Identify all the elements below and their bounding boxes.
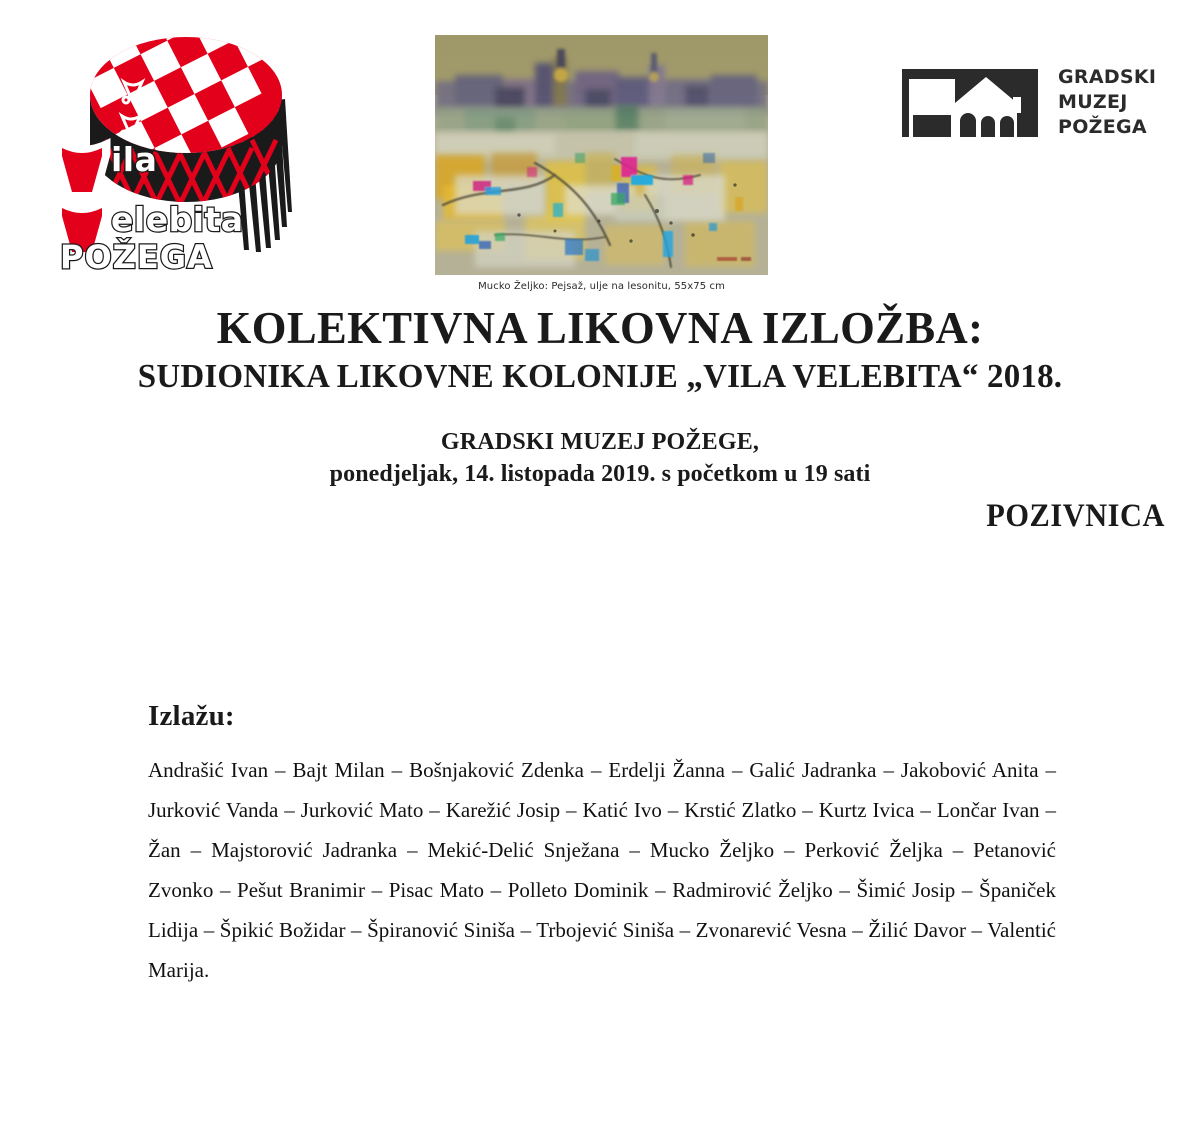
exhibitors-section [148, 700, 1056, 1030]
museum-wordmark-line2: MUZEJ [1058, 91, 1128, 114]
museum-wordmark [1058, 65, 1156, 140]
exhibition-title-sub: SUDIONIKA LIKOVNE KOLONIJE „VILA VELEBITA“ 2018. [137, 358, 1063, 395]
museum-building-icon [900, 67, 1040, 139]
museum-wordmark-line1: GRADSKI [1058, 66, 1157, 88]
vila-velebita-logo-graphic [38, 22, 298, 272]
vila-logo-line1: ila [111, 140, 158, 179]
artwork-painting [435, 35, 768, 275]
vila-logo-line2: elebita [111, 200, 244, 239]
event-datetime: ponedjeljak, 14. listopada 2019. s početkom u 19 sati [329, 461, 871, 487]
exhibitors-heading: Izlažu: [148, 700, 235, 732]
header-band [0, 0, 1200, 300]
vila-logo-line3: POŽEGA [60, 238, 213, 276]
exhibition-title-main: KOLEKTIVNA LIKOVNA IZLOŽBA: [216, 302, 984, 353]
exhibitors-list: Andrašić Ivan – Bajt Milan – Bošnjaković Zdenka – Erdelji Žanna – Galić Jadranka – Jakobović Anita – Jurković Vanda – Jurković Mato – Karežić Josip – Katić Ivo – Krstić Zlatko – Kurtz Ivica – Lončar Ivan – Žan – Majstorović Jadranka – Mekić-Delić Snježana – Mucko Željko – Perković Željka – Petanović Zvonko – Pešut Branimir – Pisac Mato – Polleto Dominik – Radmirović Željko – Šimić Josip – Španiček Lidija – Špikić Božidar – Špiranović Siniša – Trbojević Siniša – Zvonarević Vesna – Žilić Davor – Valentić Marija. [148, 758, 1056, 982]
artwork-image [435, 35, 768, 275]
event-venue: GRADSKI MUZEJ POŽEGE, [440, 429, 760, 455]
artwork-block [435, 35, 768, 292]
museum-wordmark-line3: POŽEGA [1058, 116, 1147, 139]
vila-velebita-logo [38, 22, 298, 276]
invitation-label: POZIVNICA [986, 498, 1165, 534]
gradski-muzej-pozega-logo [900, 65, 1156, 140]
vila-velebita-wordmark [56, 142, 108, 258]
artwork-caption: Mucko Željko: Pejsaž, ulje na lesonitu, 55x75 cm [478, 281, 725, 292]
